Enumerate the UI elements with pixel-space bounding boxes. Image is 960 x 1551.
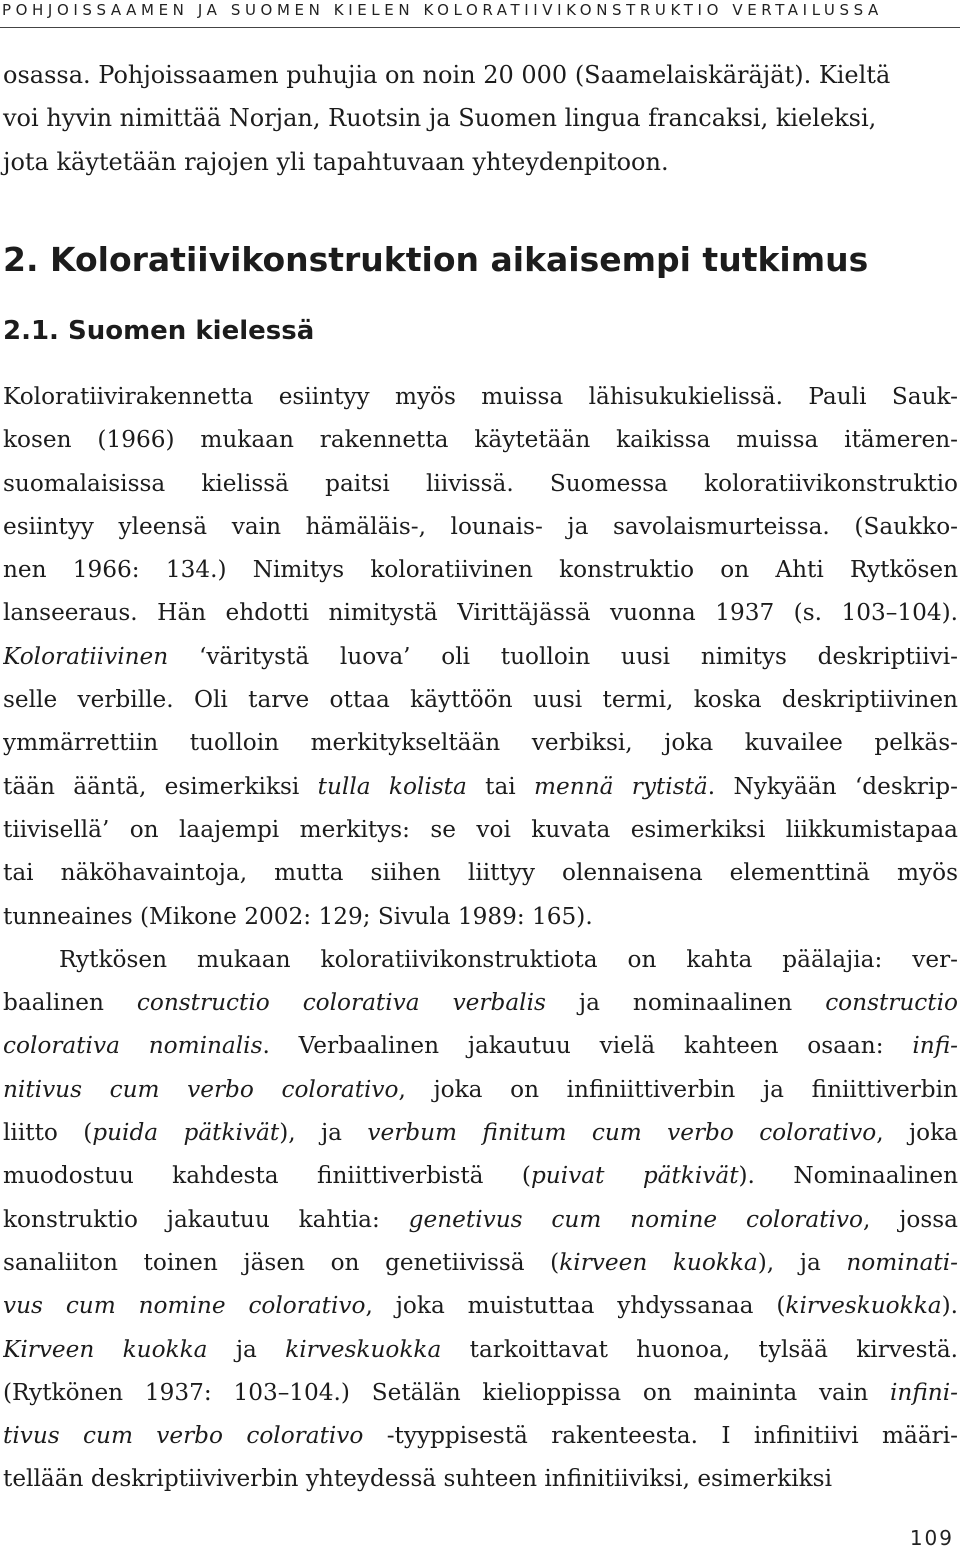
text-run: , jossa: [863, 1205, 958, 1233]
running-head: [0, 0, 960, 26]
text-run: , joka: [876, 1119, 958, 1147]
text-run: lanseeraus. Hän ehdotti nimitystä Virittäjässä vuonna 1937 (s. 103–104).: [3, 599, 958, 627]
text-run: Rytkösen mukaan koloratiivikonstruktiota on kahta päälajia: ver-: [59, 945, 958, 973]
text-run: nen 1966: 134.) Nimitys koloratiivinen konstruktio on Ahti Rytkösen: [3, 556, 958, 584]
text-line: [3, 678, 958, 721]
italic-term: constructio colorativa verbalis: [136, 989, 546, 1017]
text-run: ), ja: [279, 1119, 368, 1147]
text-run: ). Nominaalinen: [738, 1162, 958, 1190]
text-run: tai näköhavaintoja, mutta siihen liittyy olennaisena elementtinä myös: [3, 859, 958, 887]
text-line: [3, 1198, 958, 1241]
text-line: [3, 375, 958, 418]
text-run: ), ja: [757, 1248, 847, 1276]
italic-term: constructio: [825, 989, 958, 1017]
text-run: . Verbaalinen jakautuu vielä kahteen osaan:: [262, 1032, 913, 1060]
intro-line: osassa. Pohjoissaamen puhujia on noin 20 000 (Saamelaiskäräjät). Kieltä: [3, 61, 891, 89]
text-run: -tyyppisestä rakenteesta. I infinitiivi määri-: [363, 1422, 958, 1450]
text-run: tarkoittavat huonoa, tylsää kirvestä.: [441, 1335, 958, 1363]
italic-term: infi-: [912, 1032, 958, 1060]
header-rule: [0, 27, 960, 28]
text-run: tai: [466, 772, 535, 800]
text-line: [3, 418, 958, 461]
italic-term: vus cum nomine colorativo: [3, 1292, 366, 1320]
section-heading: 2. Koloratiivikonstruktion aikaisempi tutkimus: [3, 240, 869, 279]
italic-term: Koloratiivinen: [3, 642, 169, 670]
text-run: liitto (: [3, 1119, 93, 1147]
text-run: konstruktio jakautuu kahtia:: [3, 1205, 409, 1233]
italic-term: colorativa nominalis: [3, 1032, 263, 1060]
text-run: muodostuu kahdesta finiittiverbistä (: [3, 1162, 531, 1190]
running-head-text: POHJOISSAAMEN JA SUOMEN KIELEN KOLORATIIVIKONSTRUKTIO VERTAILUSSA: [2, 1, 883, 19]
text-run: (Rytkönen 1937: 103–104.) Setälän kielioppissa on maininta vain: [3, 1378, 890, 1406]
italic-term: tivus cum verbo colorativo: [3, 1422, 364, 1450]
text-run: tään ääntä, esimerkiksi: [3, 772, 318, 800]
italic-term: verbum finitum cum verbo colorativo: [367, 1119, 877, 1147]
italic-term: nominati-: [846, 1248, 958, 1276]
text-line: [3, 1111, 958, 1154]
text-line: [3, 1328, 958, 1371]
text-run: ‘väritystä luova’ oli tuolloin uusi nimitys deskriptiivi-: [168, 642, 958, 670]
text-run: baalinen: [3, 989, 137, 1017]
italic-term: tulla kolista: [317, 772, 467, 800]
subsection-heading: 2.1. Suomen kielessä: [3, 316, 315, 346]
intro-line: jota käytetään rajojen yli tapahtuvaan yhteydenpitoon.: [3, 147, 669, 176]
text-run: ).: [941, 1292, 958, 1320]
paragraph-1: [3, 375, 958, 938]
text-line: [3, 1241, 958, 1284]
text-run: ja nominaalinen: [545, 989, 826, 1017]
paragraph-2: [3, 938, 958, 1501]
italic-term: nitivus cum verbo colorativo: [3, 1075, 399, 1103]
body-block: [3, 375, 958, 1501]
text-run: sanaliiton toinen jäsen on genetiivissä (: [3, 1248, 560, 1276]
text-line: [3, 1371, 958, 1414]
text-line: [3, 591, 958, 634]
text-run: tiivisellä’ on laajempi merkitys: se voi kuvata esimerkiksi liikkumistapaa: [3, 815, 958, 843]
text-run: , joka on infiniittiverbin ja finiittiverbin: [398, 1075, 958, 1103]
text-run: selle verbille. Oli tarve ottaa käyttöön uusi termi, koska deskriptiivinen: [3, 686, 958, 714]
text-line: [3, 895, 958, 938]
text-run: kosen (1966) mukaan rakennetta käytetään kaikissa muissa itämeren-: [3, 426, 958, 454]
italic-term: Kirveen kuokka: [3, 1335, 208, 1363]
text-line: [3, 1068, 958, 1111]
text-line: [3, 635, 958, 678]
text-line: [3, 548, 958, 591]
text-run: tellään deskriptiiviverbin yhteydessä suhteen infinitiiviksi, esimerkiksi: [3, 1465, 832, 1493]
italic-term: genetivus cum nomine colorativo: [408, 1205, 863, 1233]
text-line: [3, 808, 958, 851]
text-run: Koloratiivirakennetta esiintyy myös muissa lähisukukielissä. Pauli Sauk-: [3, 383, 958, 410]
text-run: ymmärrettiin tuolloin merkitykseltään verbiksi, joka kuvailee pelkäs-: [3, 729, 958, 757]
text-run: tunneaines (Mikone 2002: 129; Sivula 1989: 165).: [3, 902, 593, 930]
text-line: [3, 1284, 958, 1327]
text-line: [3, 981, 958, 1024]
text-line: [3, 1414, 958, 1457]
text-run: suomalaisissa kielissä paitsi liivissä. Suomessa koloratiivikonstruktio: [3, 469, 958, 497]
text-line: [3, 1024, 958, 1067]
text-line: [3, 462, 958, 505]
italic-term: mennä rytistä: [534, 772, 708, 800]
italic-term: infini-: [889, 1378, 958, 1406]
italic-term: kirveen kuokka: [559, 1248, 758, 1276]
text-line: [3, 765, 958, 808]
text-run: , joka muistuttaa yhdyssanaa (: [365, 1292, 786, 1320]
page-number: 109: [909, 1526, 954, 1550]
italic-term: kirveskuokka: [785, 1292, 942, 1320]
italic-term: kirveskuokka: [285, 1335, 442, 1363]
italic-term: puivat pätkivät: [530, 1162, 739, 1190]
text-line: [3, 505, 958, 548]
text-line: [3, 851, 958, 894]
text-run: . Nykyään ‘deskrip-: [707, 772, 958, 800]
text-line: [3, 938, 958, 981]
text-line: [3, 721, 958, 764]
italic-term: puida pätkivät: [92, 1119, 280, 1147]
intro-paragraph: [3, 54, 958, 184]
text-line: [3, 1154, 958, 1197]
text-run: ja: [207, 1335, 286, 1363]
text-run: esiintyy yleensä vain hämäläis-, lounais- ja savolaismurteissa. (Saukko-: [3, 512, 958, 540]
text-line: [3, 1457, 958, 1500]
intro-line: voi hyvin nimittää Norjan, Ruotsin ja Suomen lingua francaksi, kieleksi,: [3, 104, 877, 133]
